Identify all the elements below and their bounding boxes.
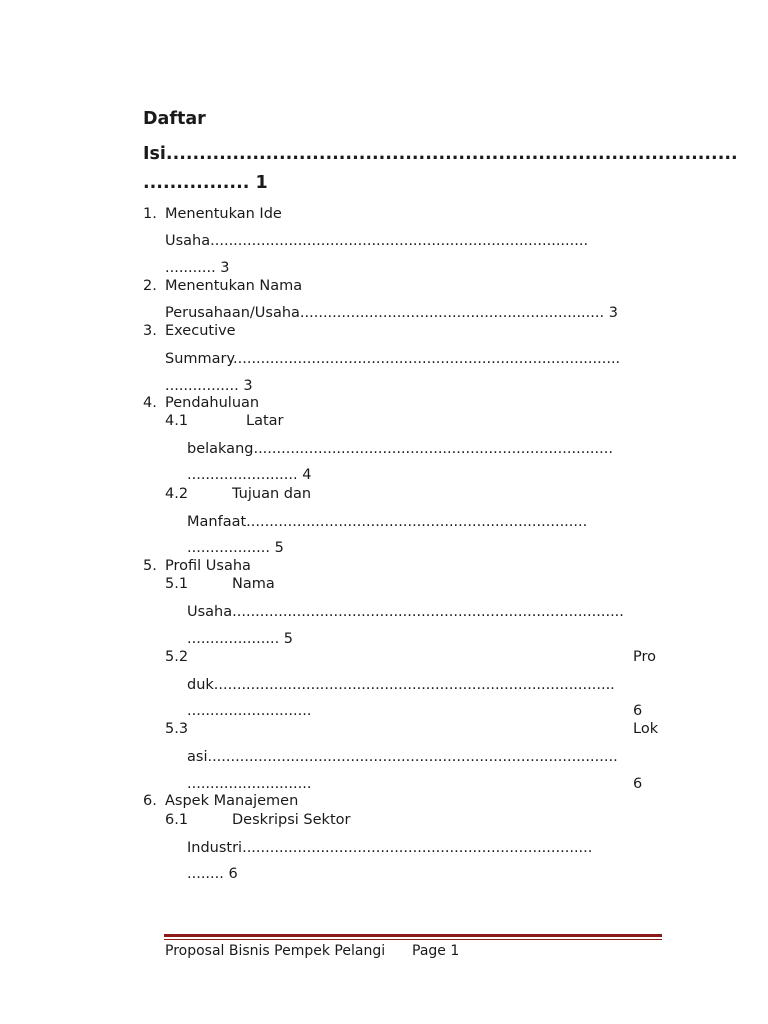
toc-item-5-3-label[interactable]: Lok (633, 721, 659, 737)
footer-rule-thin (164, 939, 662, 940)
toc-title-page: ................ 1 (143, 173, 268, 193)
toc-item-3-number: 3. (143, 323, 157, 339)
toc-title-leader: Isi...................................................................................... (143, 144, 738, 164)
toc-item-5-3-leader-end: ........................... (187, 776, 312, 792)
toc-title: Daftar (143, 109, 206, 129)
toc-item-5-2-leader: duk....................................................................................... (187, 677, 615, 693)
toc-item-5-label[interactable]: Profil Usaha (165, 558, 251, 574)
toc-item-2-label[interactable]: Menentukan Nama (165, 278, 303, 294)
toc-item-4-2-leader: Manfaat.......................................................................... (187, 514, 588, 530)
toc-item-5-2-number: 5.2 (165, 649, 189, 665)
footer-rule-thick (164, 934, 662, 937)
toc-item-1-number: 1. (143, 206, 157, 222)
toc-item-3-label[interactable]: Executive (165, 323, 236, 339)
toc-item-1-leader: Usaha.................................................................................. (165, 233, 589, 249)
toc-item-5-3-leader: asi......................................................................................... (187, 749, 618, 765)
toc-item-5-number: 5. (143, 558, 157, 574)
toc-item-6-1-label[interactable]: Deskripsi Sektor (232, 812, 351, 828)
footer-document-title: Proposal Bisnis Pempek Pelangi (165, 943, 386, 959)
toc-item-5-1-page: .................... 5 (187, 631, 294, 647)
toc-item-6-1-number: 6.1 (165, 812, 189, 828)
toc-item-3-page: ................ 3 (165, 378, 253, 394)
toc-item-4-2-page: .................. 5 (187, 540, 284, 556)
toc-item-5-1-number: 5.1 (165, 576, 189, 592)
toc-item-4-2-number: 4.2 (165, 486, 189, 502)
toc-item-6-1-page: ........ 6 (187, 866, 238, 882)
toc-item-4-2-label[interactable]: Tujuan dan (232, 486, 312, 502)
toc-item-2-number: 2. (143, 278, 157, 294)
toc-item-5-3-page: 6 (633, 776, 643, 792)
toc-item-5-3-number: 5.3 (165, 721, 189, 737)
toc-item-4-1-label[interactable]: Latar (246, 413, 284, 429)
toc-item-4-1-leader: belakang.............................................................................. (187, 441, 613, 457)
toc-item-5-2-label[interactable]: Pro (633, 649, 657, 665)
toc-item-5-1-leader: Usaha..................................................................................... (187, 604, 624, 620)
toc-item-4-number: 4. (143, 395, 157, 411)
toc-item-4-label[interactable]: Pendahuluan (165, 395, 260, 411)
toc-item-5-2-leader-end: ........................... (187, 703, 312, 719)
toc-item-5-2-page: 6 (633, 703, 643, 719)
toc-item-1-page: ........... 3 (165, 260, 230, 276)
toc-item-1-label[interactable]: Menentukan Ide (165, 206, 282, 222)
toc-item-5-1-label[interactable]: Nama (232, 576, 275, 592)
toc-item-4-1-number: 4.1 (165, 413, 189, 429)
toc-item-6-label[interactable]: Aspek Manajemen (165, 793, 299, 809)
toc-item-2-leader: Perusahaan/Usaha.................................................................. 3 (165, 305, 618, 321)
footer-page-number: Page 1 (412, 943, 460, 959)
toc-item-3-leader: Summary.................................................................................... (165, 351, 621, 367)
toc-item-4-1-page: ........................ 4 (187, 467, 312, 483)
toc-item-6-number: 6. (143, 793, 157, 809)
toc-item-6-1-leader: Industri............................................................................ (187, 840, 593, 856)
